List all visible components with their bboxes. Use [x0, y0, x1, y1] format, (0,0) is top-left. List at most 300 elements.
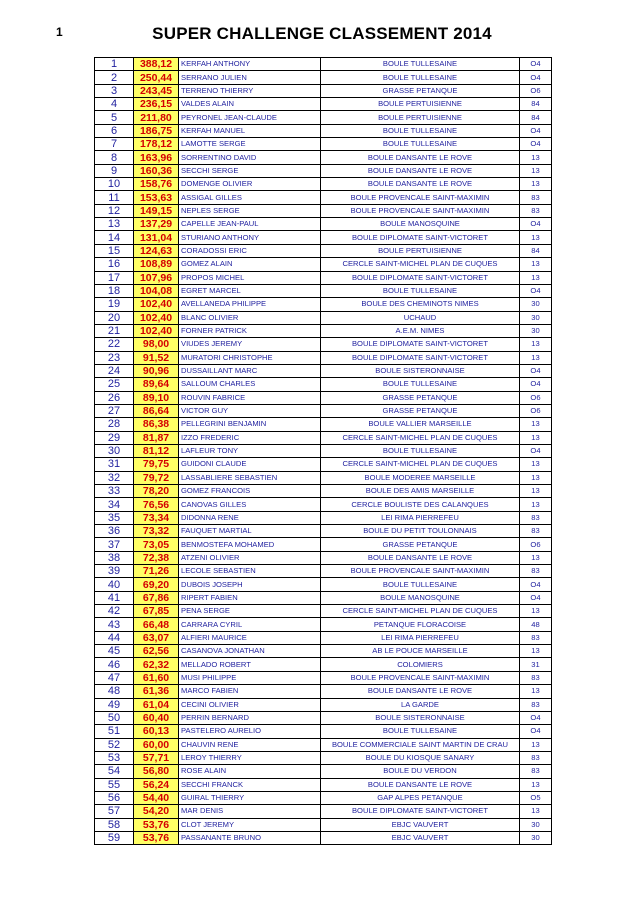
player-name-cell: LEROY THIERRY [179, 751, 321, 764]
club-name-cell: BOULE TULLESAINE [321, 444, 520, 457]
player-name-cell: PEYRONEL JEAN-CLAUDE [179, 111, 321, 124]
rank-cell: 45 [95, 645, 134, 658]
score-cell: 178,12 [134, 138, 179, 151]
score-cell: 78,20 [134, 485, 179, 498]
table-row [95, 565, 552, 578]
score-cell: 57,71 [134, 751, 179, 764]
table-row [95, 805, 552, 818]
rank-cell: 57 [95, 805, 134, 818]
score-cell: 131,04 [134, 231, 179, 244]
department-cell: 83 [520, 765, 552, 778]
player-name-cell: PENA SERGE [179, 605, 321, 618]
department-cell: 13 [520, 418, 552, 431]
player-name-cell: BLANC OLIVIER [179, 311, 321, 324]
player-name-cell: PASTELERO AURELIO [179, 725, 321, 738]
table-row [95, 124, 552, 137]
page-number: 1 [56, 25, 63, 39]
club-name-cell: BOULE PERTUISIENNE [321, 98, 520, 111]
rank-cell: 5 [95, 111, 134, 124]
player-name-cell: VALDES ALAIN [179, 98, 321, 111]
club-name-cell: BOULE DIPLOMATE SAINT-VICTORET [321, 271, 520, 284]
club-name-cell: PETANQUE FLORACOISE [321, 618, 520, 631]
rank-cell: 28 [95, 418, 134, 431]
department-cell: 13 [520, 485, 552, 498]
club-name-cell: BOULE TULLESAINE [321, 378, 520, 391]
rank-cell: 48 [95, 685, 134, 698]
rank-cell: 23 [95, 351, 134, 364]
table-row [95, 244, 552, 257]
player-name-cell: SERRANO JULIEN [179, 71, 321, 84]
club-name-cell: CERCLE SAINT-MICHEL PLAN DE CUQUES [321, 431, 520, 444]
club-name-cell: BOULE DIPLOMATE SAINT-VICTORET [321, 351, 520, 364]
club-name-cell: CERCLE SAINT-MICHEL PLAN DE CUQUES [321, 605, 520, 618]
department-cell: O4 [520, 711, 552, 724]
rank-cell: 42 [95, 605, 134, 618]
table-row [95, 444, 552, 457]
department-cell: 13 [520, 231, 552, 244]
rank-cell: 50 [95, 711, 134, 724]
club-name-cell: BOULE DIPLOMATE SAINT-VICTORET [321, 805, 520, 818]
department-cell: O4 [520, 364, 552, 377]
rank-cell: 44 [95, 631, 134, 644]
club-name-cell: BOULE VALLIER MARSEILLE [321, 418, 520, 431]
club-name-cell: BOULE DES AMIS MARSEILLE [321, 485, 520, 498]
department-cell: 83 [520, 671, 552, 684]
player-name-cell: GOMEZ ALAIN [179, 258, 321, 271]
club-name-cell: BOULE DANSANTE LE ROVE [321, 178, 520, 191]
player-name-cell: RIPERT FABIEN [179, 591, 321, 604]
rank-cell: 36 [95, 525, 134, 538]
player-name-cell: PROPOS MICHEL [179, 271, 321, 284]
club-name-cell: BOULE TULLESAINE [321, 124, 520, 137]
club-name-cell: BOULE TULLESAINE [321, 578, 520, 591]
department-cell: O4 [520, 284, 552, 297]
score-cell: 67,86 [134, 591, 179, 604]
club-name-cell: BOULE DANSANTE LE ROVE [321, 164, 520, 177]
department-cell: 13 [520, 685, 552, 698]
club-name-cell: BOULE SISTERONNAISE [321, 364, 520, 377]
rank-cell: 10 [95, 178, 134, 191]
player-name-cell: MUSI PHILIPPE [179, 671, 321, 684]
player-name-cell: DIDONNA RENE [179, 511, 321, 524]
rank-cell: 34 [95, 498, 134, 511]
player-name-cell: CANOVAS GILLES [179, 498, 321, 511]
score-cell: 163,96 [134, 151, 179, 164]
club-name-cell: BOULE PROVENCALE SAINT-MAXIMIN [321, 565, 520, 578]
score-cell: 73,32 [134, 525, 179, 538]
score-cell: 71,26 [134, 565, 179, 578]
club-name-cell: BOULE DANSANTE LE ROVE [321, 778, 520, 791]
player-name-cell: MURATORI CHRISTOPHE [179, 351, 321, 364]
table-row [95, 284, 552, 297]
table-row [95, 98, 552, 111]
department-cell: 13 [520, 738, 552, 751]
table-row [95, 511, 552, 524]
player-name-cell: KERFAH MANUEL [179, 124, 321, 137]
rank-cell: 17 [95, 271, 134, 284]
player-name-cell: GUIDONI CLAUDE [179, 458, 321, 471]
player-name-cell: TERRENO THIERRY [179, 84, 321, 97]
score-cell: 54,40 [134, 791, 179, 804]
department-cell: O5 [520, 791, 552, 804]
table-row [95, 231, 552, 244]
player-name-cell: ALFIERI MAURICE [179, 631, 321, 644]
table-row [95, 498, 552, 511]
department-cell: 13 [520, 778, 552, 791]
player-name-cell: MELLADO ROBERT [179, 658, 321, 671]
department-cell: 13 [520, 431, 552, 444]
rank-cell: 55 [95, 778, 134, 791]
rank-cell: 52 [95, 738, 134, 751]
score-cell: 73,34 [134, 511, 179, 524]
department-cell: O4 [520, 124, 552, 137]
score-cell: 76,56 [134, 498, 179, 511]
department-cell: 83 [520, 204, 552, 217]
club-name-cell: BOULE TULLESAINE [321, 284, 520, 297]
score-cell: 243,45 [134, 84, 179, 97]
club-name-cell: GAP ALPES PETANQUE [321, 791, 520, 804]
department-cell: O4 [520, 71, 552, 84]
club-name-cell: LEI RIMA PIERREFEU [321, 511, 520, 524]
player-name-cell: SALLOUM CHARLES [179, 378, 321, 391]
department-cell: O4 [520, 578, 552, 591]
rank-cell: 13 [95, 218, 134, 231]
player-name-cell: IZZO FREDERIC [179, 431, 321, 444]
department-cell: O4 [520, 591, 552, 604]
player-name-cell: SORRENTINO DAVID [179, 151, 321, 164]
table-row [95, 178, 552, 191]
score-cell: 149,15 [134, 204, 179, 217]
club-name-cell: BOULE PERTUISIENNE [321, 244, 520, 257]
rank-cell: 38 [95, 551, 134, 564]
department-cell: 30 [520, 818, 552, 831]
table-row [95, 618, 552, 631]
rank-cell: 43 [95, 618, 134, 631]
page-title: SUPER CHALLENGE CLASSEMENT 2014 [152, 24, 492, 43]
rank-cell: 1 [95, 58, 134, 71]
player-name-cell: LECOLE SEBASTIEN [179, 565, 321, 578]
score-cell: 53,76 [134, 818, 179, 831]
club-name-cell: BOULE TULLESAINE [321, 71, 520, 84]
table-row [95, 778, 552, 791]
table-row [95, 631, 552, 644]
player-name-cell: CLOT JEREMY [179, 818, 321, 831]
score-cell: 86,64 [134, 404, 179, 417]
score-cell: 73,05 [134, 538, 179, 551]
table-row [95, 738, 552, 751]
club-name-cell: BOULE DANSANTE LE ROVE [321, 551, 520, 564]
score-cell: 60,13 [134, 725, 179, 738]
club-name-cell: AB LE POUCE MARSEILLE [321, 645, 520, 658]
department-cell: 30 [520, 831, 552, 844]
player-name-cell: GOMEZ FRANCOIS [179, 485, 321, 498]
player-name-cell: NEPLES SERGE [179, 204, 321, 217]
table-row [95, 204, 552, 217]
score-cell: 81,87 [134, 431, 179, 444]
department-cell: 48 [520, 618, 552, 631]
rank-cell: 46 [95, 658, 134, 671]
score-cell: 81,12 [134, 444, 179, 457]
club-name-cell: UCHAUD [321, 311, 520, 324]
club-name-cell: BOULE SISTERONNAISE [321, 711, 520, 724]
player-name-cell: EGRET MARCEL [179, 284, 321, 297]
score-cell: 186,75 [134, 124, 179, 137]
rank-cell: 35 [95, 511, 134, 524]
score-cell: 79,72 [134, 471, 179, 484]
player-name-cell: DUSSAILLANT MARC [179, 364, 321, 377]
table-row [95, 191, 552, 204]
table-row [95, 551, 552, 564]
score-cell: 61,60 [134, 671, 179, 684]
rank-cell: 3 [95, 84, 134, 97]
table-row [95, 111, 552, 124]
department-cell: O4 [520, 378, 552, 391]
score-cell: 62,32 [134, 658, 179, 671]
table-row [95, 351, 552, 364]
department-cell: O6 [520, 404, 552, 417]
player-name-cell: CASANOVA JONATHAN [179, 645, 321, 658]
ranking-table [94, 57, 552, 845]
club-name-cell: BOULE TULLESAINE [321, 725, 520, 738]
rank-cell: 41 [95, 591, 134, 604]
player-name-cell: DUBOIS JOSEPH [179, 578, 321, 591]
score-cell: 67,85 [134, 605, 179, 618]
department-cell: 83 [520, 631, 552, 644]
department-cell: 83 [520, 511, 552, 524]
score-cell: 98,00 [134, 338, 179, 351]
department-cell: O6 [520, 84, 552, 97]
score-cell: 66,48 [134, 618, 179, 631]
rank-cell: 29 [95, 431, 134, 444]
rank-cell: 11 [95, 191, 134, 204]
table-row [95, 258, 552, 271]
department-cell: O4 [520, 444, 552, 457]
table-row [95, 725, 552, 738]
player-name-cell: PERRIN BERNARD [179, 711, 321, 724]
table-row [95, 791, 552, 804]
rank-cell: 31 [95, 458, 134, 471]
department-cell: 13 [520, 605, 552, 618]
rank-cell: 19 [95, 298, 134, 311]
department-cell: 13 [520, 471, 552, 484]
rank-cell: 32 [95, 471, 134, 484]
club-name-cell: BOULE DIPLOMATE SAINT-VICTORET [321, 338, 520, 351]
rank-cell: 49 [95, 698, 134, 711]
club-name-cell: BOULE DU PETIT TOULONNAIS [321, 525, 520, 538]
table-row [95, 538, 552, 551]
score-cell: 72,38 [134, 551, 179, 564]
department-cell: 84 [520, 244, 552, 257]
department-cell: 83 [520, 191, 552, 204]
department-cell: 83 [520, 698, 552, 711]
rank-cell: 7 [95, 138, 134, 151]
score-cell: 158,76 [134, 178, 179, 191]
score-cell: 60,40 [134, 711, 179, 724]
club-name-cell: BOULE DANSANTE LE ROVE [321, 685, 520, 698]
department-cell: 13 [520, 351, 552, 364]
department-cell: 30 [520, 324, 552, 337]
rank-cell: 12 [95, 204, 134, 217]
table-row [95, 311, 552, 324]
player-name-cell: ASSIGAL GILLES [179, 191, 321, 204]
score-cell: 89,10 [134, 391, 179, 404]
rank-cell: 59 [95, 831, 134, 844]
table-row [95, 818, 552, 831]
table-row [95, 645, 552, 658]
table-row [95, 271, 552, 284]
department-cell: 30 [520, 311, 552, 324]
rank-cell: 15 [95, 244, 134, 257]
department-cell: 31 [520, 658, 552, 671]
rank-cell: 56 [95, 791, 134, 804]
table-row [95, 151, 552, 164]
table-row [95, 71, 552, 84]
club-name-cell: A.E.M. NIMES [321, 324, 520, 337]
club-name-cell: GRASSE PETANQUE [321, 538, 520, 551]
department-cell: 13 [520, 551, 552, 564]
score-cell: 388,12 [134, 58, 179, 71]
player-name-cell: GUIRAL THIERRY [179, 791, 321, 804]
score-cell: 104,08 [134, 284, 179, 297]
player-name-cell: LAMOTTE SERGE [179, 138, 321, 151]
table-row [95, 698, 552, 711]
score-cell: 124,63 [134, 244, 179, 257]
club-name-cell: BOULE TULLESAINE [321, 138, 520, 151]
player-name-cell: VICTOR GUY [179, 404, 321, 417]
score-cell: 53,76 [134, 831, 179, 844]
table-row [95, 658, 552, 671]
department-cell: O6 [520, 391, 552, 404]
score-cell: 250,44 [134, 71, 179, 84]
table-row [95, 418, 552, 431]
score-cell: 102,40 [134, 311, 179, 324]
club-name-cell: EBJC VAUVERT [321, 831, 520, 844]
table-row [95, 711, 552, 724]
rank-cell: 22 [95, 338, 134, 351]
department-cell: 83 [520, 525, 552, 538]
club-name-cell: CERCLE SAINT-MICHEL PLAN DE CUQUES [321, 258, 520, 271]
rank-cell: 16 [95, 258, 134, 271]
table-row [95, 605, 552, 618]
score-cell: 102,40 [134, 298, 179, 311]
rank-cell: 51 [95, 725, 134, 738]
club-name-cell: GRASSE PETANQUE [321, 84, 520, 97]
score-cell: 89,64 [134, 378, 179, 391]
table-row [95, 338, 552, 351]
player-name-cell: PELLEGRINI BENJAMIN [179, 418, 321, 431]
score-cell: 79,75 [134, 458, 179, 471]
club-name-cell: GRASSE PETANQUE [321, 404, 520, 417]
table-row [95, 58, 552, 71]
player-name-cell: KERFAH ANTHONY [179, 58, 321, 71]
department-cell: 13 [520, 178, 552, 191]
player-name-cell: BENMOSTEFA MOHAMED [179, 538, 321, 551]
rank-cell: 18 [95, 284, 134, 297]
score-cell: 211,80 [134, 111, 179, 124]
score-cell: 107,96 [134, 271, 179, 284]
player-name-cell: SECCHI FRANCK [179, 778, 321, 791]
score-cell: 137,29 [134, 218, 179, 231]
table-row [95, 751, 552, 764]
department-cell: O4 [520, 58, 552, 71]
player-name-cell: AVELLANEDA PHILIPPE [179, 298, 321, 311]
player-name-cell: ROUVIN FABRICE [179, 391, 321, 404]
score-cell: 56,80 [134, 765, 179, 778]
score-cell: 236,15 [134, 98, 179, 111]
rank-cell: 26 [95, 391, 134, 404]
rank-cell: 27 [95, 404, 134, 417]
score-cell: 63,07 [134, 631, 179, 644]
table-row [95, 458, 552, 471]
department-cell: 13 [520, 271, 552, 284]
rank-cell: 47 [95, 671, 134, 684]
club-name-cell: EBJC VAUVERT [321, 818, 520, 831]
table-row [95, 525, 552, 538]
club-name-cell: BOULE MANOSQUINE [321, 218, 520, 231]
player-name-cell: CARRARA CYRIL [179, 618, 321, 631]
player-name-cell: DOMENGE OLIVIER [179, 178, 321, 191]
rank-cell: 40 [95, 578, 134, 591]
player-name-cell: MARCO FABIEN [179, 685, 321, 698]
player-name-cell: CAPELLE JEAN-PAUL [179, 218, 321, 231]
score-cell: 54,20 [134, 805, 179, 818]
table-row [95, 485, 552, 498]
club-name-cell: GRASSE PETANQUE [321, 391, 520, 404]
table-row [95, 298, 552, 311]
rank-cell: 8 [95, 151, 134, 164]
club-name-cell: LA GARDE [321, 698, 520, 711]
rank-cell: 14 [95, 231, 134, 244]
club-name-cell: CERCLE BOULISTE DES CALANQUES [321, 498, 520, 511]
table-row [95, 164, 552, 177]
player-name-cell: CECINI OLIVIER [179, 698, 321, 711]
club-name-cell: BOULE COMMERCIALE SAINT MARTIN DE CRAU [321, 738, 520, 751]
player-name-cell: CHAUVIN RENE [179, 738, 321, 751]
rank-cell: 54 [95, 765, 134, 778]
score-cell: 86,38 [134, 418, 179, 431]
player-name-cell: SECCHI SERGE [179, 164, 321, 177]
club-name-cell: COLOMIERS [321, 658, 520, 671]
rank-cell: 2 [95, 71, 134, 84]
club-name-cell: BOULE PROVENCALE SAINT-MAXIMIN [321, 204, 520, 217]
club-name-cell: BOULE DU VERDON [321, 765, 520, 778]
club-name-cell: BOULE PERTUISIENNE [321, 111, 520, 124]
table-row [95, 671, 552, 684]
player-name-cell: STURIANO ANTHONY [179, 231, 321, 244]
club-name-cell: BOULE MANOSQUINE [321, 591, 520, 604]
department-cell: 13 [520, 498, 552, 511]
rank-cell: 24 [95, 364, 134, 377]
table-row [95, 324, 552, 337]
rank-cell: 37 [95, 538, 134, 551]
score-cell: 90,96 [134, 364, 179, 377]
department-cell: 30 [520, 298, 552, 311]
table-row [95, 378, 552, 391]
rank-cell: 4 [95, 98, 134, 111]
score-cell: 61,04 [134, 698, 179, 711]
rank-cell: 6 [95, 124, 134, 137]
department-cell: 13 [520, 458, 552, 471]
table-row [95, 765, 552, 778]
department-cell: 83 [520, 751, 552, 764]
club-name-cell: BOULE DANSANTE LE ROVE [321, 151, 520, 164]
player-name-cell: MAR DENIS [179, 805, 321, 818]
club-name-cell: BOULE PROVENCALE SAINT-MAXIMIN [321, 191, 520, 204]
player-name-cell: LAFLEUR TONY [179, 444, 321, 457]
table-row [95, 404, 552, 417]
department-cell: O6 [520, 538, 552, 551]
department-cell: O4 [520, 725, 552, 738]
